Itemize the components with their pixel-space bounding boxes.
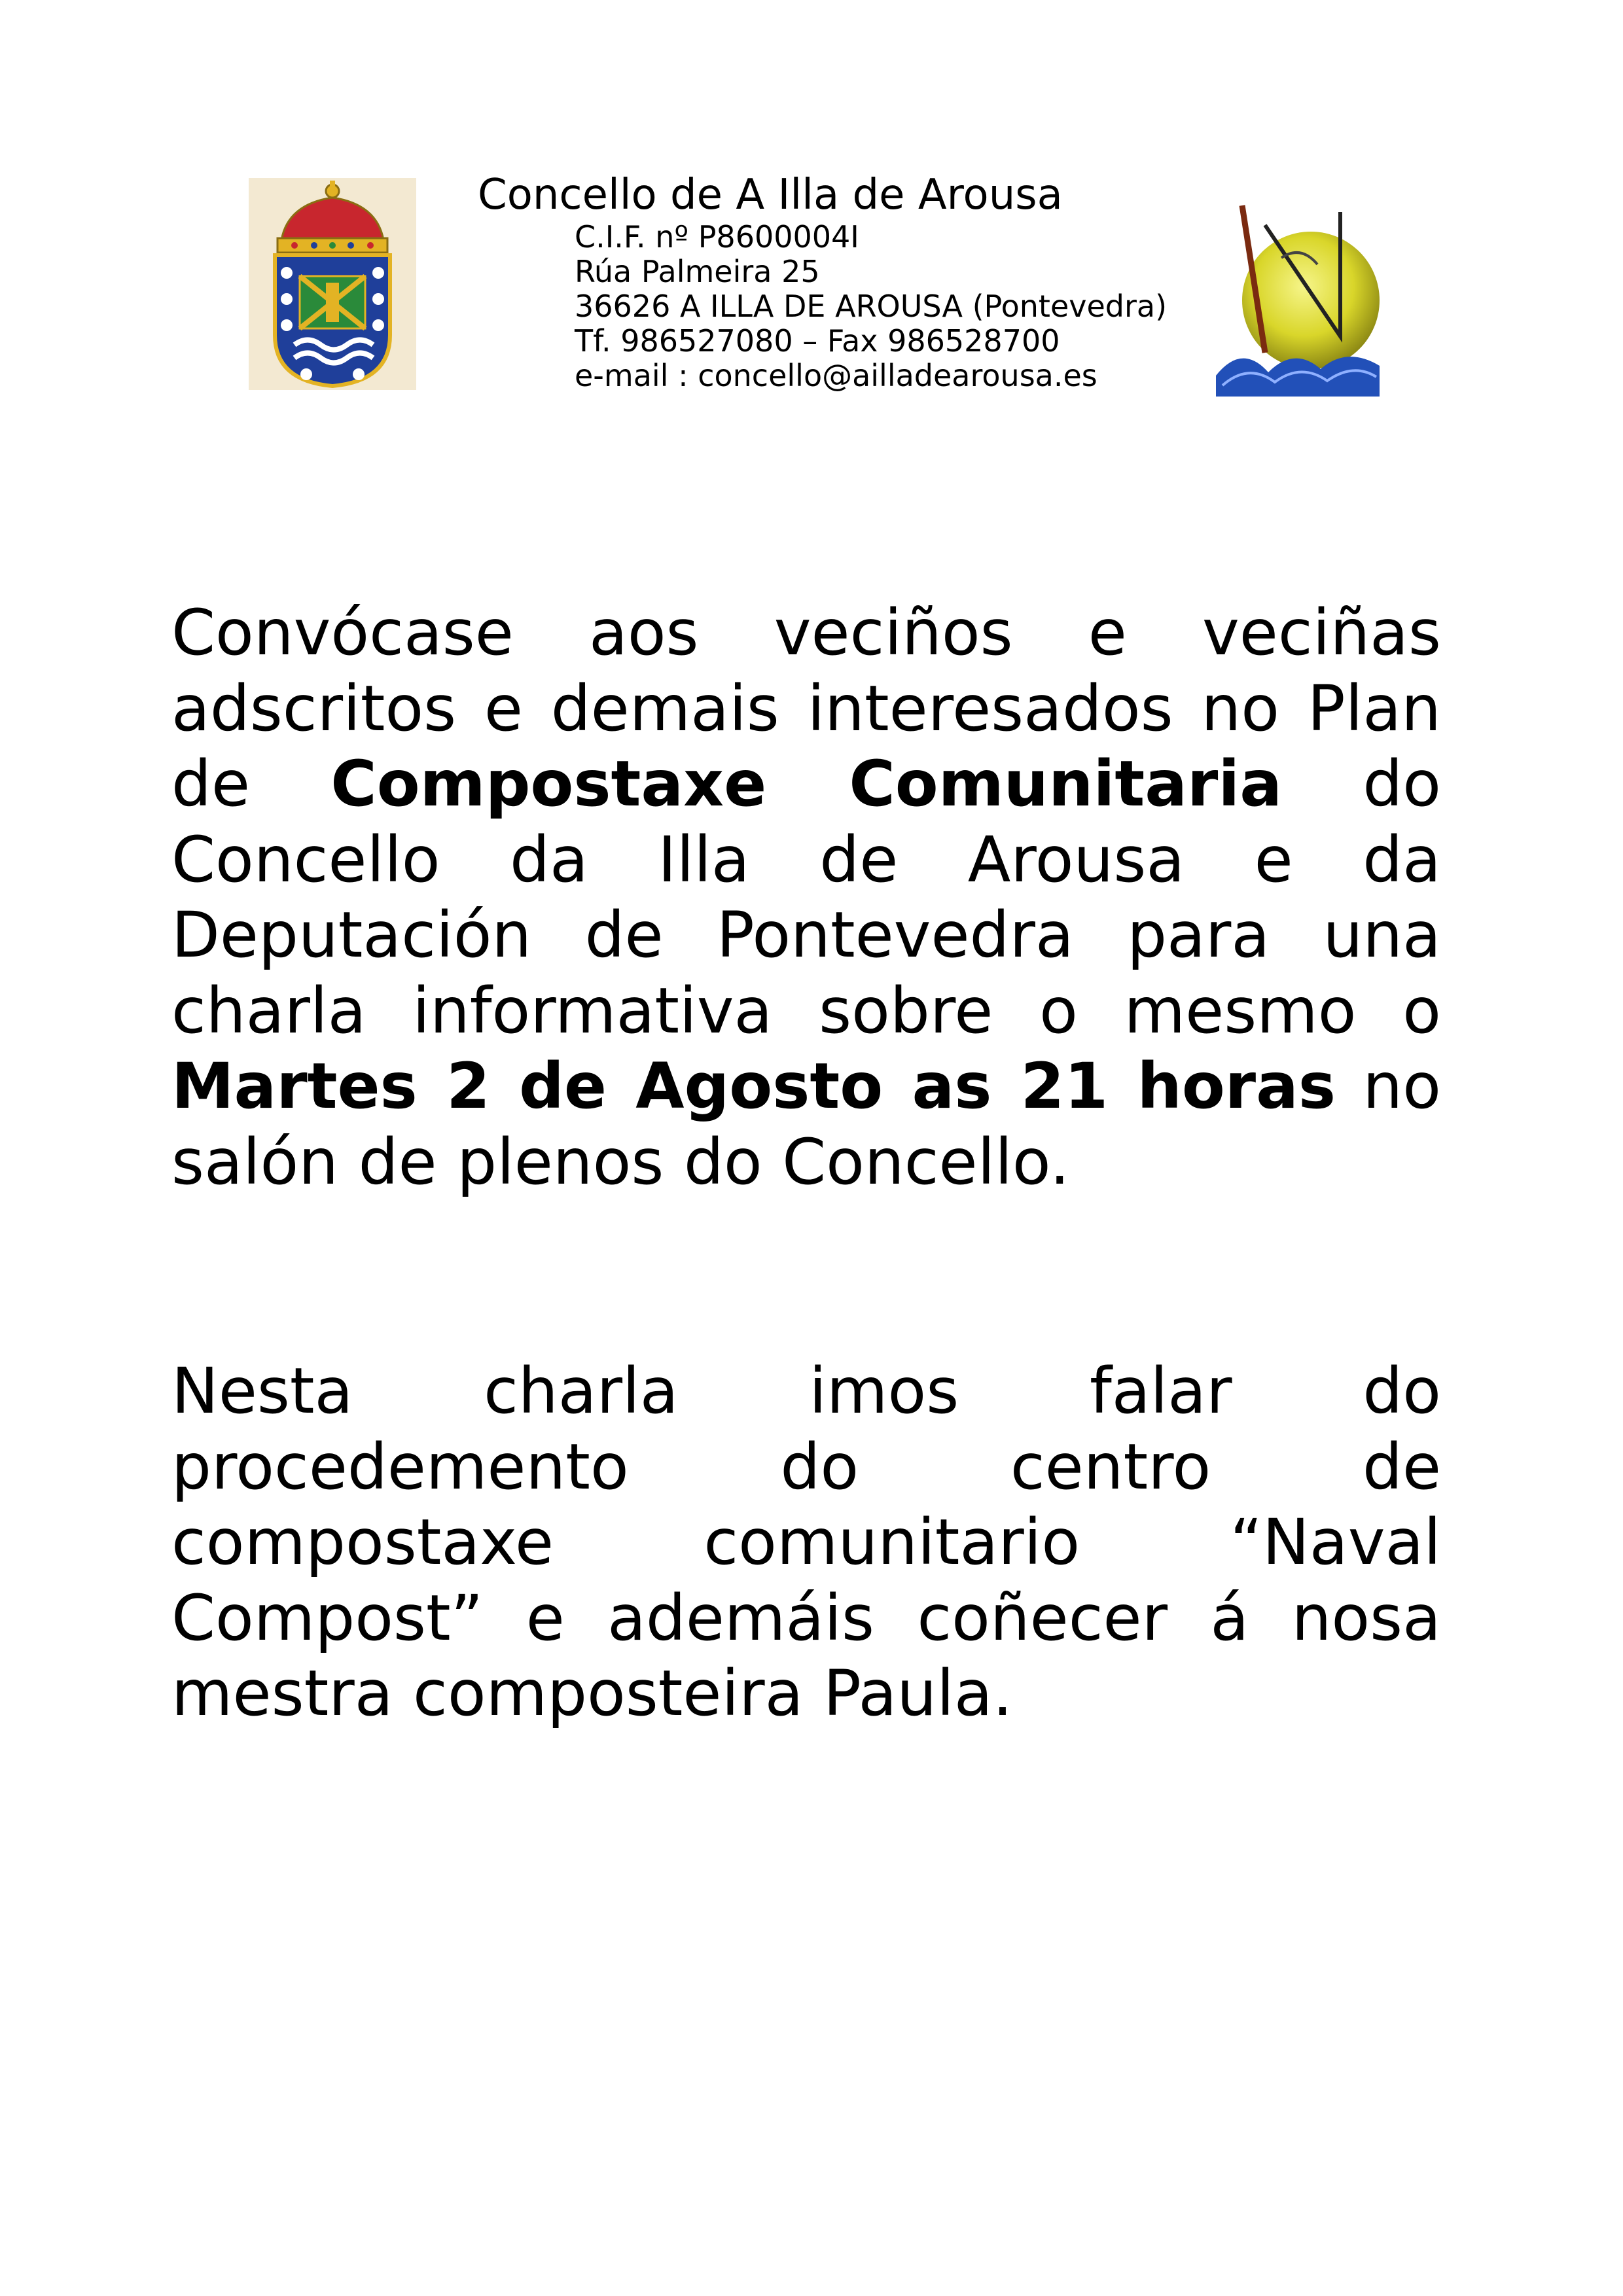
p1-text-e: no salón de plenos do Concello. [171,1050,1442,1199]
coat-of-arms-icon [249,178,416,390]
org-name: Concello de A Illa de Arousa [478,171,1063,219]
announcement-paragraph [171,595,1441,1200]
org-city: 36626 A ILLA DE AROUSA (Pontevedra) [575,289,1168,324]
org-cif: C.I.F. nº P8600004I [575,219,859,255]
p1-text-c: do Concello da Illa de Arousa e da Deputación de Pontevedra para una charla informativa sobre o mesmo o [171,747,1442,1048]
p1-text-a: Convócase aos veciños e veciñas adscritos e demais interesados no Plan de [171,596,1441,821]
naval-compost-logo-icon [1203,186,1389,397]
p1-bold-plan: Compostaxe Comunitaria [330,747,1283,821]
org-street: Rúa Palmeira 25 [575,254,820,289]
details-paragraph: Nesta charla imos falar do procedemento do centro de compostaxe comunitario “Naval Compost” e ademáis coñecer á nosa mestra composteira Paula. [171,1354,1441,1730]
org-contact-block [575,220,1167,393]
p1-bold-date: Martes 2 de Agosto as 21 horas [171,1050,1336,1123]
org-phone-fax: Tf. 986527080 – Fax 986528700 [575,323,1060,359]
org-email: e-mail : concello@ailladearousa.es [575,358,1097,393]
